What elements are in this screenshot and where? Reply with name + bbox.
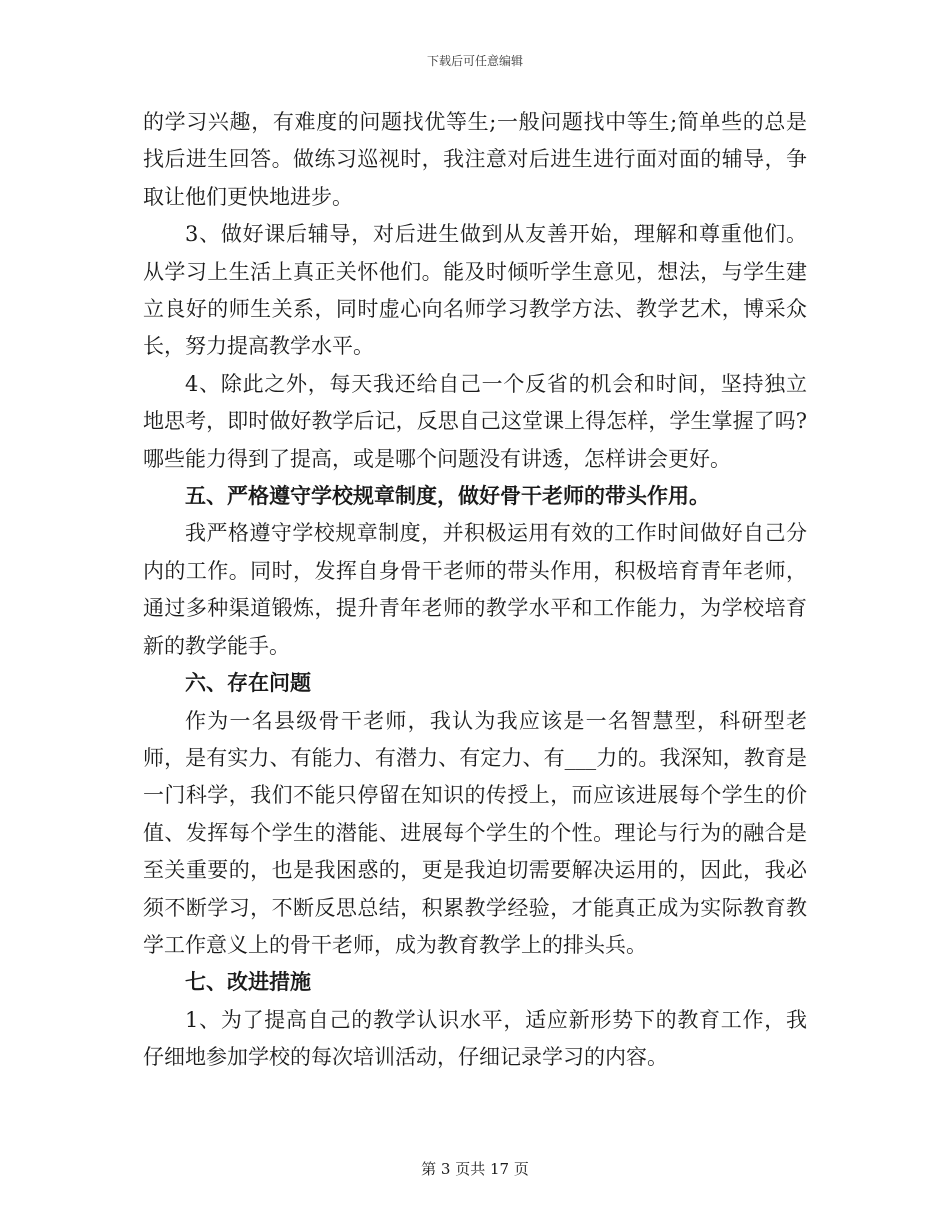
page-header: 下载后可任意编辑 [426, 54, 523, 68]
paragraph-item-3: 3、做好课后辅导，对后进生做到从友善开始，理解和尊重他们。从学习上生活上真正关怀他们。能及时倾听学生意见，想法，与学生建立良好的师生关系，同时虚心向名师学习教学方法、教学艺术，博采众长，努力提高教学水平。 [143, 222, 807, 359]
paragraph-item-4: 4、除此之外，每天我还给自己一个反省的机会和时间，坚持独立地思考，即时做好教学后记，反思自己这堂课上得怎样，学生掌握了吗?哪些能力得到了提高，或是哪个问题没有讲透，怎样讲会更好。 [143, 371, 807, 471]
section-heading-6: 六、存在问题 [185, 671, 311, 696]
document-body [143, 104, 807, 1077]
section-heading-5: 五、严格遵守学校规章制度，做好骨干老师的带头作用。 [185, 484, 710, 509]
paragraph-section-6: 作为一名县级骨干老师，我认为我应该是一名智慧型，科研型老师，是有实力、有能力、有潜力、有定力、有___力的。我深知，教育是一门科学，我们不能只停留在知识的传授上，而应该进展每个学生的价值、发挥每个学生的潜能、进展每个学生的个性。理论与行为的融合是至关重要的，也是我困惑的，更是我迫切需要解决运用的，因此，我必须不断学习，不断反思总结，积累教学经验，才能真正成为实际教育教学工作意义上的骨干老师，成为教育教学上的排头兵。 [143, 708, 807, 957]
paragraph-continuation: 的学习兴趣，有难度的问题找优等生;一般问题找中等生;简单些的总是找后进生回答。做练习巡视时，我注意对后进生进行面对面的辅导，争取让他们更快地进步。 [143, 110, 807, 209]
paragraph-section-7-item-1: 1、为了提高自己的教学认识水平，适应新形势下的教育工作，我仔细地参加学校的每次培训活动，仔细记录学习的内容。 [143, 1007, 807, 1070]
page-number-footer: 第 3 页共 17 页 [421, 1160, 529, 1178]
paragraph-section-5: 我严格遵守学校规章制度，并积极运用有效的工作时间做好自己分内的工作。同时，发挥自身骨干老师的带头作用，积极培育青年老师，通过多种渠道锻炼，提升青年老师的教学水平和工作能力，为学校培育新的教学能手。 [143, 521, 807, 658]
section-heading-7: 七、改进措施 [185, 970, 311, 995]
